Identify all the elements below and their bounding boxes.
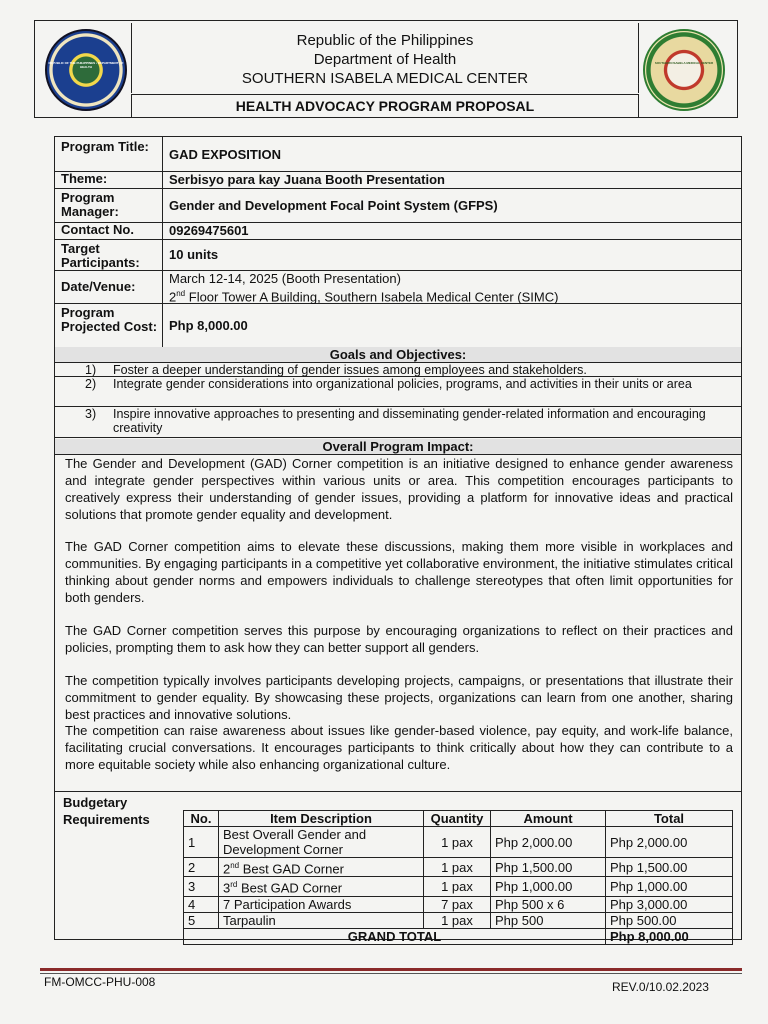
col-no: No. — [184, 811, 219, 827]
cell-quantity: 1 pax — [424, 912, 491, 928]
date-text: March 12-14, 2025 (Booth Presentation) — [169, 271, 401, 286]
header-line-2: Department of Health — [313, 51, 457, 68]
seal-left-text: REPUBLIC OF THE PHILIPPINES • DEPARTMENT OF HEALTH — [48, 61, 124, 69]
budget-row — [184, 896, 733, 912]
field-label: Target Participants: — [55, 239, 163, 270]
budget-row — [184, 858, 733, 877]
impact-paragraph: The GAD Corner competition serves this purpose by encouraging organizations to reflect on their practices and policies, prompting them to ask how they can better support all genders. — [65, 623, 733, 655]
field-row-date-venue — [55, 270, 741, 304]
cell-no: 2 — [184, 858, 219, 877]
desc-rank: 2 — [223, 861, 231, 877]
desc-text: Best GAD Corner — [239, 861, 344, 877]
field-row-projected-cost — [55, 303, 741, 348]
field-label: Contact No. — [55, 222, 163, 239]
simc-seal-icon — [643, 29, 725, 111]
goal-text: Integrate gender considerations into organizational policies, programs, and activities in their units or area — [113, 377, 692, 391]
cell-quantity: 1 pax — [424, 858, 491, 877]
cell-no: 1 — [184, 827, 219, 858]
goal-number: 3) — [85, 407, 97, 421]
impact-paragraph: The competition can raise awareness about issues like gender-based violence, pay equity, and work-life balance, facilitating crucial conversations. It encourages participants to think critically about how they can contribute to a more equitable society while also enhancing organizational culture. — [65, 723, 733, 772]
document-header — [34, 20, 738, 118]
goal-item — [55, 376, 741, 407]
desc-rank-suffix: rd — [230, 880, 238, 890]
desc-rank-suffix: nd — [230, 861, 240, 870]
grand-total-value: Php 8,000.00 — [606, 928, 733, 944]
goal-text: Inspire innovative approaches to presenting and disseminating gender-related information and encouraging creativity — [113, 407, 706, 435]
field-label: Theme: — [55, 171, 163, 188]
field-row-theme — [55, 171, 741, 189]
goal-item — [55, 406, 741, 438]
cell-description — [219, 858, 424, 877]
doh-seal-icon — [45, 29, 127, 111]
cell-total: Php 1,000.00 — [606, 877, 733, 896]
budget-row — [184, 877, 733, 896]
venue-location: Floor Tower A Building, Southern Isabela Medical Center (SIMC) — [185, 289, 559, 305]
header-line-1: Republic of the Philippines — [296, 32, 474, 49]
field-label: Program Projected Cost: — [55, 303, 163, 347]
col-item-description: Item Description — [219, 811, 424, 827]
cell-total: Php 1,500.00 — [606, 858, 733, 877]
cell-no: 5 — [184, 912, 219, 928]
header-line-3: SOUTHERN ISABELA MEDICAL CENTER — [241, 70, 529, 87]
footer-rule-thin — [40, 973, 742, 974]
desc-text: Best GAD Corner — [237, 880, 343, 896]
cell-description: Best Overall Gender and Development Corner — [219, 827, 424, 858]
revision-code: REV.0/10.02.2023 — [612, 980, 709, 994]
impact-paragraph: The Gender and Development (GAD) Corner competition is an initiative designed to enhance gender awareness and integrate gender perspectives within various units or area. This competition encourages participants to creatively express their understanding of gender issues, providing a platform for innovative ideas and practical solutions that promote gender equality and development. — [65, 456, 733, 522]
desc-rank: 3 — [223, 880, 231, 896]
budget-label: Budgetary Requirements — [63, 795, 150, 827]
venue-floor: 2 — [169, 289, 177, 305]
field-row-program-title — [55, 137, 741, 172]
cell-amount: Php 500 x 6 — [491, 896, 606, 912]
field-value: 09269475601 — [169, 223, 249, 238]
budget-table — [183, 810, 733, 945]
cell-quantity: 7 pax — [424, 896, 491, 912]
impact-heading: Overall Program Impact: — [55, 439, 741, 455]
field-label: Date/Venue: — [55, 270, 163, 303]
field-label: Program Manager: — [55, 188, 163, 222]
cell-total: Php 3,000.00 — [606, 896, 733, 912]
goal-item — [55, 362, 741, 377]
cell-amount: Php 2,000.00 — [491, 827, 606, 858]
goal-text: Foster a deeper understanding of gender issues among employees and stakeholders. — [113, 363, 587, 377]
cell-amount: Php 1,500.00 — [491, 858, 606, 877]
field-label: Program Title: — [55, 137, 163, 171]
cell-no: 4 — [184, 896, 219, 912]
form-code: FM-OMCC-PHU-008 — [44, 975, 156, 989]
cell-description: 7 Participation Awards — [219, 896, 424, 912]
cell-total: Php 500.00 — [606, 912, 733, 928]
cell-no: 3 — [184, 877, 219, 896]
field-row-contact — [55, 222, 741, 240]
field-value: Serbisyo para kay Juana Booth Presentation — [169, 172, 445, 187]
impact-paragraph: The GAD Corner competition aims to elevate these discussions, making them more visible in workplaces and communities. By engaging participants in a competitive yet collaborative environment, the initiative stimulates critical thinking about gender norms and empowers individuals to challenge stereotypes that often limit opportunities for both genders. — [65, 539, 733, 605]
budget-row — [184, 912, 733, 928]
cell-quantity: 1 pax — [424, 877, 491, 896]
venue-text — [169, 286, 741, 304]
goal-number: 1) — [85, 363, 97, 377]
venue-floor-suffix: nd — [176, 289, 186, 298]
cell-amount: Php 1,000.00 — [491, 877, 606, 896]
seal-right-text: SOUTHERN ISABELA MEDICAL CENTER — [654, 61, 714, 65]
field-value: GAD EXPOSITION — [169, 146, 281, 162]
cell-description: Tarpaulin — [219, 912, 424, 928]
field-value: 10 units — [169, 247, 219, 262]
field-value — [169, 270, 741, 303]
col-amount: Amount — [491, 811, 606, 827]
field-row-program-manager — [55, 188, 741, 223]
budget-divider — [55, 791, 741, 792]
field-row-target-participants — [55, 239, 741, 271]
goal-number: 2) — [85, 377, 97, 391]
col-total: Total — [606, 811, 733, 827]
document-title: HEALTH ADVOCACY PROGRAM PROPOSAL — [131, 94, 639, 117]
cell-total: Php 2,000.00 — [606, 827, 733, 858]
header-title-box — [131, 23, 639, 93]
footer-rule — [40, 968, 742, 971]
cell-quantity: 1 pax — [424, 827, 491, 858]
field-value: Php 8,000.00 — [169, 317, 248, 333]
goals-heading: Goals and Objectives: — [55, 347, 741, 363]
col-quantity: Quantity — [424, 811, 491, 827]
budget-row — [184, 827, 733, 858]
grand-total-row — [184, 928, 733, 944]
proposal-table — [54, 136, 742, 944]
cell-description — [219, 877, 424, 896]
cell-amount: Php 500 — [491, 912, 606, 928]
field-value: Gender and Development Focal Point System (GFPS) — [169, 197, 498, 213]
budget-header-row — [184, 811, 733, 827]
grand-total-label: GRAND TOTAL — [184, 928, 606, 944]
impact-paragraph: The competition typically involves participants developing projects, campaigns, or presentations that illustrate their commitment to gender equality. By showcasing these projects, organizations can learn from one another, sharing best practices and innovative solutions. — [65, 673, 733, 722]
